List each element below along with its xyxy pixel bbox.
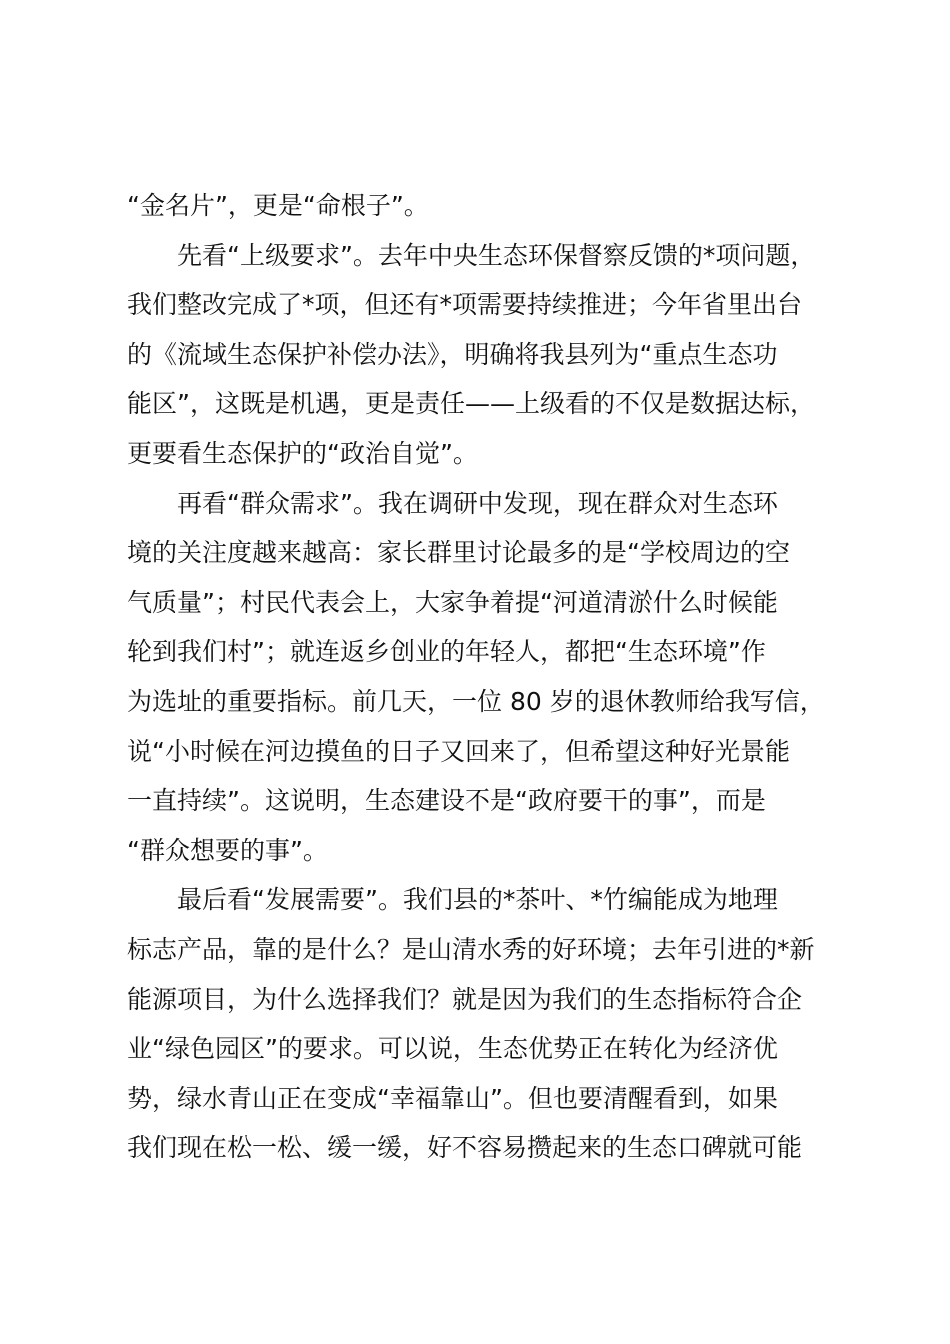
text-line: 更要看生态保护的“政治自觉”。 <box>127 438 478 468</box>
paragraph-start-line: 最后看“发展需要”。我们县的*茶叶、*竹编能成为地理 <box>177 885 778 915</box>
text-line: 说“小时候在河边摸鱼的日子又回来了，但希望这种好光景能 <box>127 736 790 766</box>
text-line: 轮到我们村”；就连返乡创业的年轻人，都把“生态环境”作 <box>127 637 766 667</box>
paragraph-start-line: 再看“群众需求”。我在调研中发现，现在群众对生态环 <box>177 488 778 518</box>
text-line: 我们整改完成了*项，但还有*项需要持续推进；今年省里出台 <box>127 290 803 320</box>
text-line: “群众想要的事”。 <box>127 835 328 865</box>
text-line: 势，绿水青山正在变成“幸福靠山”。但也要清醒看到，如果 <box>127 1083 778 1113</box>
text-line: 业“绿色园区”的要求。可以说，生态优势正在转化为经济优 <box>127 1034 778 1064</box>
text-line: 的《流域生态保护补偿办法》，明确将我县列为“重点生态功 <box>127 339 778 369</box>
text-line: 我们现在松一松、缓一缓，好不容易攒起来的生态口碑就可能 <box>127 1133 803 1163</box>
text-line: “金名片”，更是“命根子”。 <box>127 191 429 220</box>
text-line: 为选址的重要指标。前几天，一位 80 岁的退休教师给我写信， <box>127 686 825 716</box>
text-line: 能源项目，为什么选择我们？就是因为我们的生态指标符合企 <box>127 984 803 1014</box>
paragraph-start-line: 先看“上级要求”。去年中央生态环保督察反馈的*项问题， <box>177 240 816 270</box>
text-line: 气质量”；村民代表会上，大家争着提“河道清淤什么时候能 <box>127 587 778 617</box>
text-line: 标志产品，靠的是什么？是山清水秀的好环境；去年引进的*新 <box>127 934 815 964</box>
text-line: 境的关注度越来越高：家长群里讨论最多的是“学校周边的空 <box>127 538 790 568</box>
text-line: 能区”，这既是机遇，更是责任——上级看的不仅是数据达标， <box>127 389 815 419</box>
text-line: 一直持续”。这说明，生态建设不是“政府要干的事”，而是 <box>127 786 766 816</box>
document-body <box>127 181 837 1173</box>
